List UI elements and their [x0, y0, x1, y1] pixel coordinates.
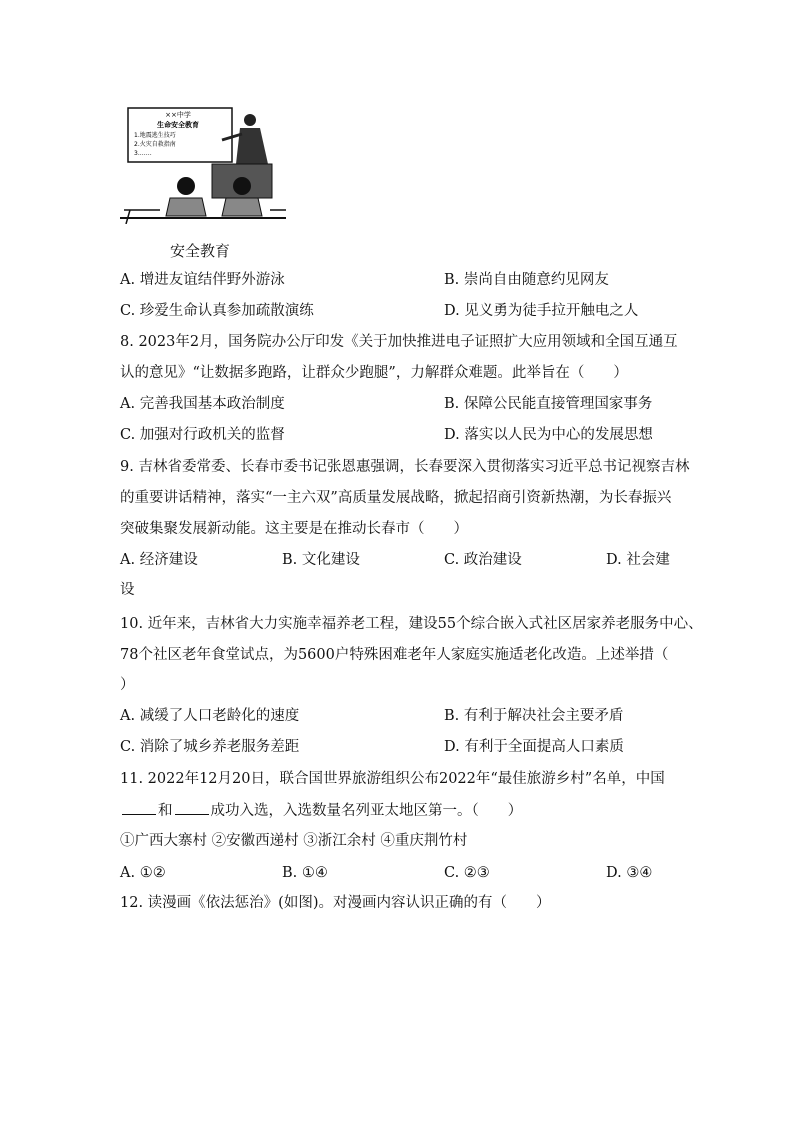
board-title: ××中学 — [165, 111, 191, 119]
q11-option-a: A. ①② — [120, 865, 166, 881]
q12-stem-line1: 12. 读漫画《依法惩治》(如图)。对漫画内容认识正确的有（ ） — [120, 895, 551, 911]
answer-blank-2 — [175, 800, 209, 815]
board-item-1: 1.地震逃生技巧 — [134, 132, 176, 139]
q7-option-a: A. 增进友谊结伴野外游泳 — [120, 272, 285, 288]
q9-stem-line2: 的重要讲话精神，落实“一主六双”高质量发展战略，掀起招商引资新热潮，为长春振兴 — [120, 490, 672, 506]
q9-option-d-wrap: 设 — [120, 582, 135, 598]
q10-option-d: D. 有利于全面提高人口素质 — [444, 739, 624, 755]
q11-stem-line2-mid: 和 — [158, 803, 173, 819]
q10-stem-line3: ） — [120, 677, 135, 693]
safety-education-illustration — [120, 106, 286, 224]
q10-option-a: A. 减缓了人口老龄化的速度 — [120, 708, 300, 724]
q10-option-b: B. 有利于解决社会主要矛盾 — [444, 708, 624, 724]
q8-stem-line2: 认的意见》“让数据多跑路，让群众少跑腿”，力解群众难题。此举旨在（ ） — [120, 365, 628, 381]
q8-stem-line1: 8. 2023年2月，国务院办公厅印发《关于加快推进电子证照扩大应用领域和全国互通互 — [120, 334, 678, 350]
q10-option-c: C. 消除了城乡养老服务差距 — [120, 739, 300, 755]
q10-stem-line1: 10. 近年来，吉林省大力实施幸福养老工程，建设55个综合嵌入式社区居家养老服务中心、 — [120, 616, 703, 632]
q9-option-d: D. 社会建 — [606, 552, 670, 568]
board-item-3: 3.…… — [134, 150, 152, 157]
q8-option-b: B. 保障公民能直接管理国家事务 — [444, 396, 653, 412]
q9-option-a: A. 经济建设 — [120, 552, 198, 568]
q9-option-c: C. 政治建设 — [444, 552, 522, 568]
q8-option-d: D. 落实以人民为中心的发展思想 — [444, 427, 653, 443]
q7-option-b: B. 崇尚自由随意约见网友 — [444, 272, 609, 288]
answer-blank-1 — [122, 800, 156, 815]
q7-option-c: C. 珍爱生命认真参加疏散演练 — [120, 303, 314, 319]
student-figure-left — [166, 177, 206, 216]
q7-option-d: D. 见义勇为徒手拉开触电之人 — [444, 303, 639, 319]
q8-option-c: C. 加强对行政机关的监督 — [120, 427, 285, 443]
q11-stem-line2-end: 成功入选，入选数量名列亚太地区第一。（ ） — [210, 803, 523, 819]
q8-option-a: A. 完善我国基本政治制度 — [120, 396, 285, 412]
q11-stem-line1: 11. 2022年12月20日，联合国世界旅游组织公布2022年“最佳旅游乡村”名单，中国 — [120, 771, 665, 787]
q11-stem-line2 — [120, 800, 522, 821]
q11-option-d: D. ③④ — [606, 865, 653, 881]
q11-choices: ①广西大寨村 ②安徽西递村 ③浙江余村 ④重庆荆竹村 — [120, 833, 468, 849]
q9-stem-line3: 突破集聚发展新动能。这主要是在推动长春市（ ） — [120, 521, 468, 537]
board-item-2: 2.火灾自救指南 — [134, 141, 176, 148]
q9-stem-line1: 9. 吉林省委常委、长春市委书记张恩惠强调，长春要深入贯彻落实习近平总书记视察吉林 — [120, 459, 690, 475]
q11-option-c: C. ②③ — [444, 865, 490, 881]
q11-option-b: B. ①④ — [282, 865, 328, 881]
q9-option-b: B. 文化建设 — [282, 552, 360, 568]
q10-stem-line2: 78个社区老年食堂试点，为5600户特殊困难老年人家庭实施适老化改造。上述举措（ — [120, 647, 669, 663]
figure-caption: 安全教育 — [170, 242, 231, 260]
board-subtitle: 生命安全教育 — [157, 121, 199, 129]
